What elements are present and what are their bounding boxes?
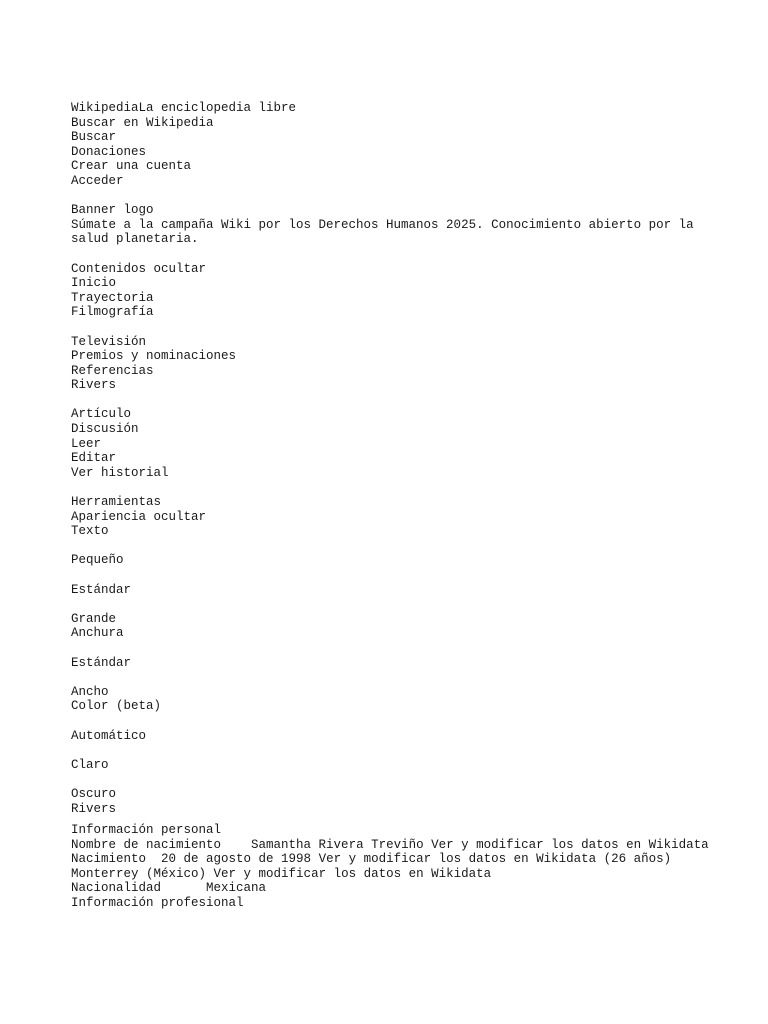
text-size-label: Texto (71, 524, 109, 539)
site-logo[interactable] (71, 101, 721, 116)
infobox-row-nationality (71, 881, 721, 896)
birth-label: Nacimiento (71, 852, 147, 867)
appearance-heading[interactable]: Apariencia ocultar (71, 509, 207, 524)
text-size-standard-option[interactable]: Estándar (71, 582, 132, 597)
toc-item-premios[interactable]: Premios y nominaciones (71, 349, 237, 364)
infobox-professional-heading: Información profesional (71, 896, 244, 911)
toc-item-trayectoria[interactable]: Trayectoria (71, 290, 154, 305)
login-link[interactable]: Acceder (71, 173, 124, 188)
nationality-label: Nacionalidad (71, 881, 162, 896)
width-wide-option[interactable]: Ancho (71, 684, 109, 699)
toc-heading[interactable]: Contenidos ocultar (71, 261, 207, 276)
width-standard-option[interactable]: Estándar (71, 655, 132, 670)
tab-edit[interactable]: Editar (71, 451, 117, 466)
infobox-title: Rivers (71, 801, 117, 816)
infobox-row-birth (71, 852, 721, 867)
infobox-personal-heading: Información personal (71, 823, 222, 838)
tagline: La enciclopedia libre (138, 101, 297, 115)
color-light-option[interactable]: Claro (71, 757, 109, 772)
tab-history[interactable]: Ver historial (71, 465, 169, 480)
birth-name-value: Samantha Rivera Treviño (251, 837, 424, 852)
text-size-small-option[interactable]: Pequeño (71, 553, 124, 568)
wikidata-link[interactable]: Ver y modificar los datos en Wikidata (213, 866, 492, 881)
toc-item-television[interactable]: Televisión (71, 334, 147, 349)
nationality-value: Mexicana (206, 881, 267, 896)
birth-name-label: Nombre de nacimiento (71, 837, 222, 852)
color-label: Color (beta) (71, 699, 162, 714)
wikidata-link[interactable]: Ver y modificar los datos en Wikidata (318, 852, 597, 867)
infobox-row-birth-place (71, 867, 721, 882)
toc-item-inicio[interactable]: Inicio (71, 276, 117, 291)
tab-talk[interactable]: Discusión (71, 422, 139, 437)
page-title: Rivers (71, 378, 117, 393)
banner-text[interactable]: Súmate a la campaña Wiki por los Derechos Humanos 2025. Conocimiento abierto por la salud planetaria. (71, 217, 694, 247)
search-link[interactable]: Buscar en Wikipedia (71, 115, 214, 130)
page-content (71, 101, 721, 911)
wikidata-link[interactable]: Ver y modificar los datos en Wikidata (431, 837, 709, 852)
width-label: Anchura (71, 626, 124, 641)
toc-item-referencias[interactable]: Referencias (71, 363, 154, 378)
tools-menu[interactable]: Herramientas (71, 495, 162, 510)
donations-link[interactable]: Donaciones (71, 144, 147, 159)
create-account-link[interactable]: Crear una cuenta (71, 159, 192, 174)
banner-logo: Banner logo (71, 203, 154, 218)
color-auto-option[interactable]: Automático (71, 728, 147, 743)
infobox-row-birth-name (71, 838, 721, 853)
text-size-large-option[interactable]: Grande (71, 611, 117, 626)
birth-place[interactable]: Monterrey (México) (71, 866, 207, 881)
color-dark-option[interactable]: Oscuro (71, 786, 117, 801)
toc-item-filmografia[interactable]: Filmografía (71, 305, 154, 320)
tab-article[interactable]: Artículo (71, 407, 132, 422)
search-button[interactable]: Buscar (71, 130, 117, 145)
tab-read[interactable]: Leer (71, 436, 102, 451)
birth-date[interactable]: 20 de agosto de 1998 (161, 852, 312, 867)
age: (26 años) (603, 852, 672, 867)
wordmark: Wikipedia (71, 101, 139, 115)
